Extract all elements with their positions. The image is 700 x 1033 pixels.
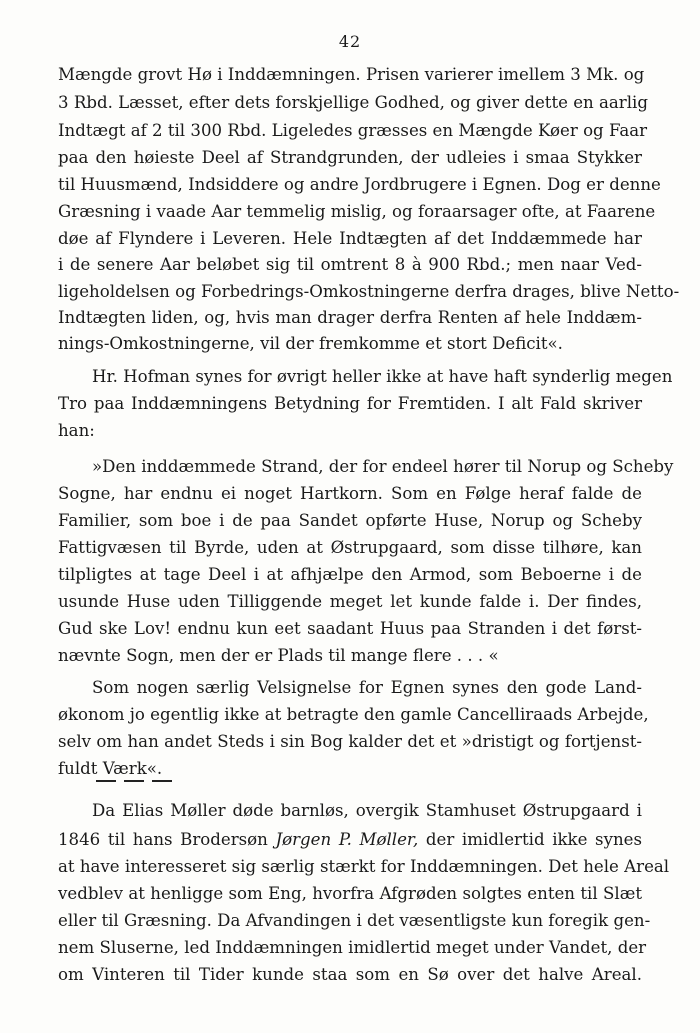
paragraph-1-line: i de senere Aar beløbet sig til omtrent 8 à 900 Rbd.; men naar Ved- xyxy=(58,255,642,274)
quote-line: tilpligtes at tage Deel i at afhjælpe den Armod, som Beboerne i de xyxy=(58,565,642,584)
person-name-handwritten: Jørgen P. Møller, xyxy=(275,830,419,849)
paragraph-2-line: Tro paa Inddæmningens Betydning for Fremtiden. I alt Fald skriver xyxy=(58,394,642,413)
paragraph-4-line: vedblev at henligge som Eng, hvorfra Afgrøden solgtes enten til Slæt xyxy=(58,884,642,903)
paragraph-4-line: eller til Græsning. Da Afvandingen i det væsentligste kun foregik gen- xyxy=(58,911,651,930)
paragraph-2-line: han: xyxy=(58,421,95,440)
quote-line: Fattigvæsen til Byrde, uden at Østrupgaard, som disse tilhøre, kan xyxy=(58,538,642,557)
page-number: 42 xyxy=(338,32,362,51)
paragraph-4-line-with-name xyxy=(58,829,642,851)
paragraph-4-text: der imidlertid ikke synes xyxy=(418,830,642,849)
section-separator-dash xyxy=(96,780,116,782)
quote-line: Sogne, har endnu ei noget Hartkorn. Som en Følge heraf falde de xyxy=(58,484,642,503)
paragraph-3-line: fuldt Værk«. xyxy=(58,759,163,778)
quote-line: »Den inddæmmede Strand, der for endeel hører til Norup og Scheby xyxy=(92,457,674,476)
quote-line: usunde Huse uden Tilliggende meget let kunde falde i. Der findes, xyxy=(58,592,642,611)
quote-line: Gud ske Lov! endnu kun eet saadant Huus paa Stranden i det først- xyxy=(58,619,642,638)
paragraph-2-line: Hr. Hofman synes for øvrigt heller ikke at have haft synderlig megen xyxy=(92,367,673,386)
section-separator-dash xyxy=(124,780,144,782)
quote-line: Familier, som boe i de paa Sandet opførte Huse, Norup og Scheby xyxy=(58,511,642,530)
section-separator-dash xyxy=(152,780,172,782)
paragraph-4-text: 1846 til hans Brodersøn xyxy=(58,830,276,849)
paragraph-3-line: økonom jo egentlig ikke at betragte den gamle Cancelliraads Arbejde, xyxy=(58,705,649,724)
paragraph-4-line: nem Sluserne, led Inddæmningen imidlertid meget under Vandet, der xyxy=(58,938,647,957)
paragraph-1-line: Græsning i vaade Aar temmelig mislig, og foraarsager ofte, at Faarene xyxy=(58,202,656,221)
paragraph-1-line: døe af Flyndere i Leveren. Hele Indtægten af det Inddæmmede har xyxy=(58,229,642,248)
paragraph-1-line: paa den høieste Deel af Strandgrunden, der udleies i smaa Stykker xyxy=(58,148,642,167)
paragraph-3-line: Som nogen særlig Velsignelse for Egnen synes den gode Land- xyxy=(92,678,642,697)
paragraph-1-line: Indtægt af 2 til 300 Rbd. Ligeledes græsses en Mængde Køer og Faar xyxy=(58,121,648,140)
paragraph-3-line: selv om han andet Steds i sin Bog kalder det et »dristigt og fortjenst- xyxy=(58,732,642,751)
paragraph-4-line: at have interesseret sig særlig stærkt for Inddæmningen. Det hele Areal xyxy=(58,857,670,876)
paragraph-1-line: Indtægten liden, og, hvis man drager derfra Renten af hele Inddæm- xyxy=(58,308,642,327)
paragraph-1-line: 3 Rbd. Læsset, efter dets forskjellige Godhed, og giver dette en aarlig xyxy=(58,93,648,112)
quote-line: nævnte Sogn, men der er Plads til mange flere . . . « xyxy=(58,646,499,665)
paragraph-1-line: til Huusmænd, Indsiddere og andre Jordbrugere i Egnen. Dog er denne xyxy=(58,175,661,194)
paragraph-4-line: Da Elias Møller døde barnløs, overgik Stamhuset Østrupgaard i xyxy=(92,801,642,820)
paragraph-4-line: om Vinteren til Tider kunde staa som en Sø over det halve Areal. xyxy=(58,965,642,984)
paragraph-1-line: ligeholdelsen og Forbedrings-Omkostningerne derfra drages, blive Netto- xyxy=(58,282,680,301)
paragraph-1-line: Mængde grovt Hø i Inddæmningen. Prisen varierer imellem 3 Mk. og xyxy=(58,65,645,84)
paragraph-1-line: nings-Omkostningerne, vil der fremkomme et stort Deficit«. xyxy=(58,334,563,353)
